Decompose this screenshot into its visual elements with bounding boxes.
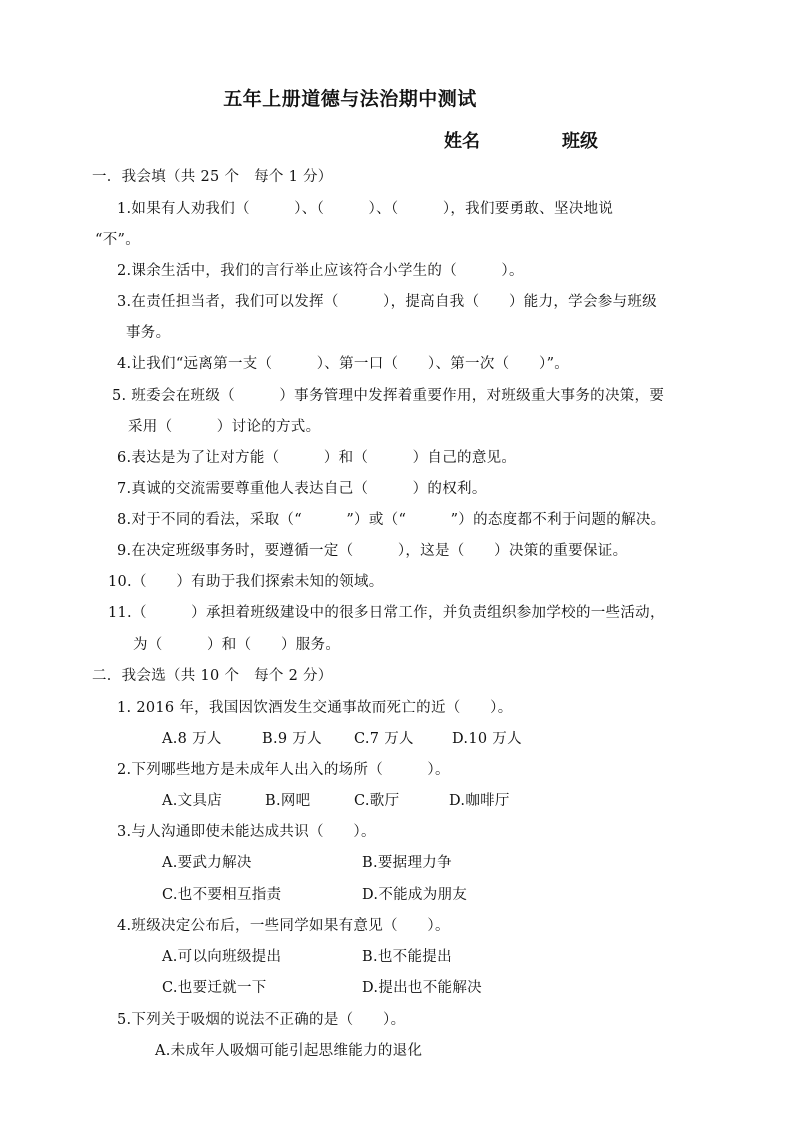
fill-question-5-cont: 采用（ ）讨论的方式。 (128, 419, 321, 435)
q3-option-c: C.也不要相互指责 (162, 887, 282, 903)
fill-question-10: 10.（ ）有助于我们探索未知的领域。 (108, 574, 384, 590)
fill-question-1: 1.如果有人劝我们（ ）、（ ）、（ ），我们要勇敢、坚决地说 (117, 201, 614, 217)
fill-question-11: 11.（ ）承担着班级建设中的很多日常工作，并负责组织参加学校的一些活动， (108, 605, 665, 621)
q2-option-b: B.网吧 (265, 793, 311, 809)
name-label: 姓名 (444, 131, 480, 152)
choice-question-4: 4.班级决定公布后，一些同学如果有意见（ ）。 (117, 918, 450, 934)
q1-option-c: C.7 万人 (354, 731, 414, 747)
fill-question-2: 2.课余生活中，我们的言行举止应该符合小学生的（ ）。 (117, 263, 524, 279)
choice-question-2: 2.下列哪些地方是未成年人出入的场所（ ）。 (117, 762, 450, 778)
fill-question-3: 3.在责任担当者，我们可以发挥（ ），提高自我（ ）能力，学会参与班级 (117, 294, 657, 310)
section1-heading: 一．我会填（共 25 个 每个 1 分） (92, 169, 333, 185)
fill-question-11-cont: 为（ ）和（ ）服务。 (133, 637, 341, 653)
fill-question-9: 9.在决定班级事务时，要遵循一定（ ），这是（ ）决策的重要保证。 (117, 543, 628, 559)
class-label: 班级 (562, 131, 598, 152)
fill-question-5: 5. 班委会在班级（ ）事务管理中发挥着重要作用，对班级重大事务的决策，要 (112, 388, 665, 404)
q4-option-b: B.也不能提出 (362, 949, 452, 965)
q5-option-a: A.未成年人吸烟可能引起思维能力的退化 (155, 1043, 423, 1059)
q1-option-b: B.9 万人 (262, 731, 322, 747)
q1-option-a: A.8 万人 (162, 731, 222, 747)
fill-question-8: 8.对于不同的看法，采取（“ ”）或（“ ”）的态度都不利于问题的解决。 (117, 512, 666, 528)
q1-option-d: D.10 万人 (452, 731, 522, 747)
q3-option-d: D.不能成为朋友 (362, 887, 468, 903)
section2-heading: 二．我会选（共 10 个 每个 2 分） (92, 668, 333, 684)
q4-option-c: C.也要迁就一下 (162, 980, 267, 996)
fill-question-3-cont: 事务。 (126, 325, 171, 341)
q3-option-a: A.要武力解决 (162, 855, 252, 871)
fill-question-7: 7.真诚的交流需要尊重他人表达自己（ ）的权利。 (117, 481, 487, 497)
fill-question-1-cont: “不”。 (95, 232, 141, 248)
q2-option-a: A.文具店 (162, 793, 223, 809)
q4-option-a: A.可以向班级提出 (162, 949, 282, 965)
q3-option-b: B.要据理力争 (362, 855, 452, 871)
q4-option-d: D.提出也不能解决 (362, 980, 482, 996)
choice-question-3: 3.与人沟通即使未能达成共识（ ）。 (117, 824, 376, 840)
fill-question-6: 6.表达是为了让对方能（ ）和（ ）自己的意见。 (117, 450, 517, 466)
page-title: 五年上册道德与法治期中测试 (223, 88, 477, 110)
choice-question-1: 1. 2016 年，我国因饮酒发生交通事故而死亡的近（ ）。 (117, 700, 513, 716)
choice-question-5: 5.下列关于吸烟的说法不正确的是（ ）。 (117, 1012, 406, 1028)
q2-option-d: D.咖啡厅 (449, 793, 510, 809)
fill-question-4: 4.让我们“远离第一支（ ）、第一口（ ）、第一次（ ）”。 (117, 356, 570, 372)
q2-option-c: C.歌厅 (354, 793, 400, 809)
